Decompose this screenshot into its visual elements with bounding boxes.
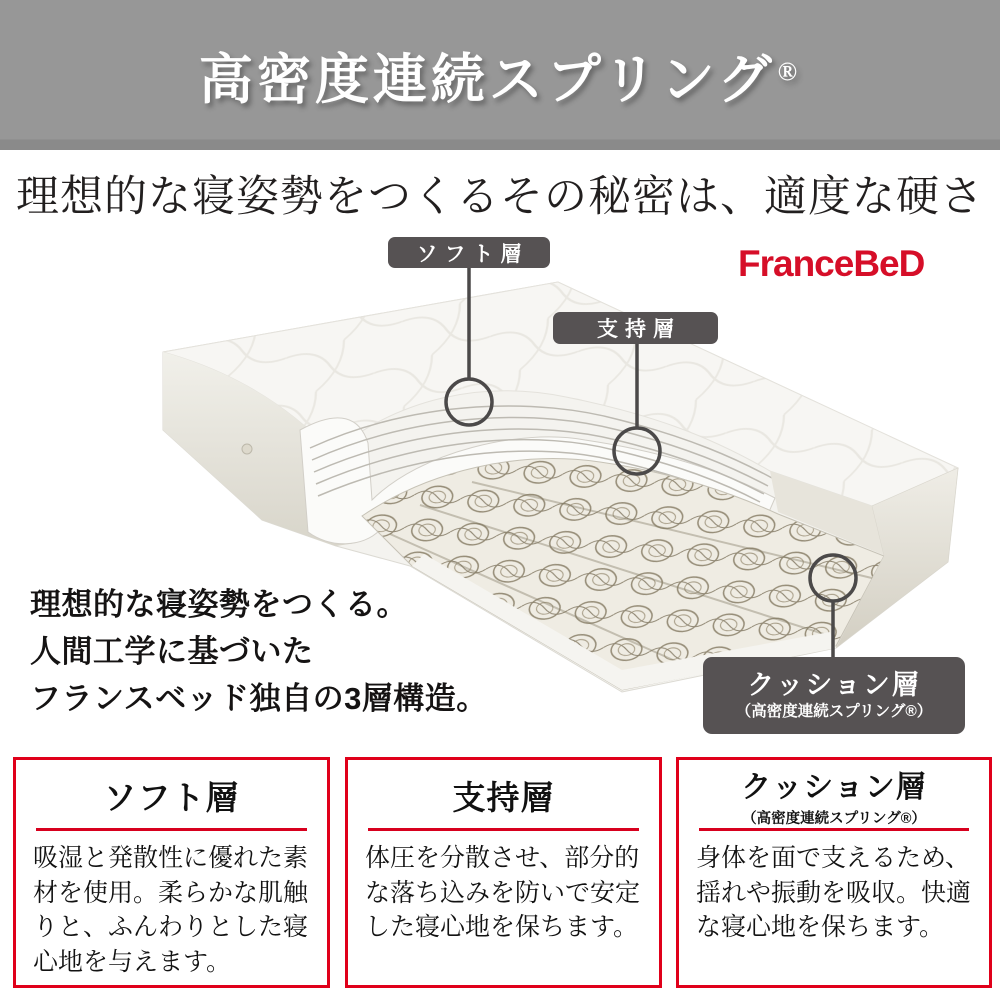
red-divider [699,828,969,831]
francebed-logo: FranceBeD [738,243,925,284]
support-layer-label: 支持層 [597,318,681,341]
soft-layer-label: ソフト層 [416,242,529,266]
red-divider [368,828,639,831]
card-cushion-body: 身体を面で支えるため、揺れや振動を吸収。快適な寝心地を保ちます。 [696,844,972,941]
card-cushion-subtitle: （高密度連続スプリング®） [742,811,926,827]
card-cushion-header [679,760,989,827]
red-divider [36,828,307,831]
card-soft-title: ソフト層 [103,778,240,816]
card-cushion-title: クッション層 [741,771,927,804]
intro-text [30,581,488,722]
banner-title-text: 高密度連続スプリング [198,49,776,110]
card-support-title: 支持層 [452,778,555,816]
card-support-layer [345,757,662,988]
layer-cards [0,757,1000,988]
headline: 理想的な寝姿勢をつくるその秘密は、適度な硬さ [16,174,984,221]
card-soft-header [16,760,327,824]
card-soft-body: 吸湿と発散性に優れた素材を使用。柔らかな肌触りと、ふんわりとした寝心地を与えます。 [33,844,309,976]
cushion-layer-label: クッション層 [747,670,921,701]
intro-line-3: フランスベッド独自の3層構造。 [30,681,488,716]
callout-badge-support-layer [553,312,718,344]
card-cushion-layer [676,757,992,988]
intro-line-1: 理想的な寝姿勢をつくる。 [30,587,408,622]
card-support-header [348,760,659,824]
card-soft-layer [13,757,330,988]
registered-trademark-mark: ® [777,56,802,86]
callout-badge-soft-layer [388,237,550,268]
cushion-layer-sublabel: （高密度連続スプリング®） [735,703,933,721]
card-support-body: 体圧を分散させ、部分的な落ち込みを防いで安定した寝心地を保ちます。 [365,844,641,941]
intro-line-2: 人間工学に基づいた [30,634,314,669]
callout-badge-cushion-layer [703,657,965,734]
